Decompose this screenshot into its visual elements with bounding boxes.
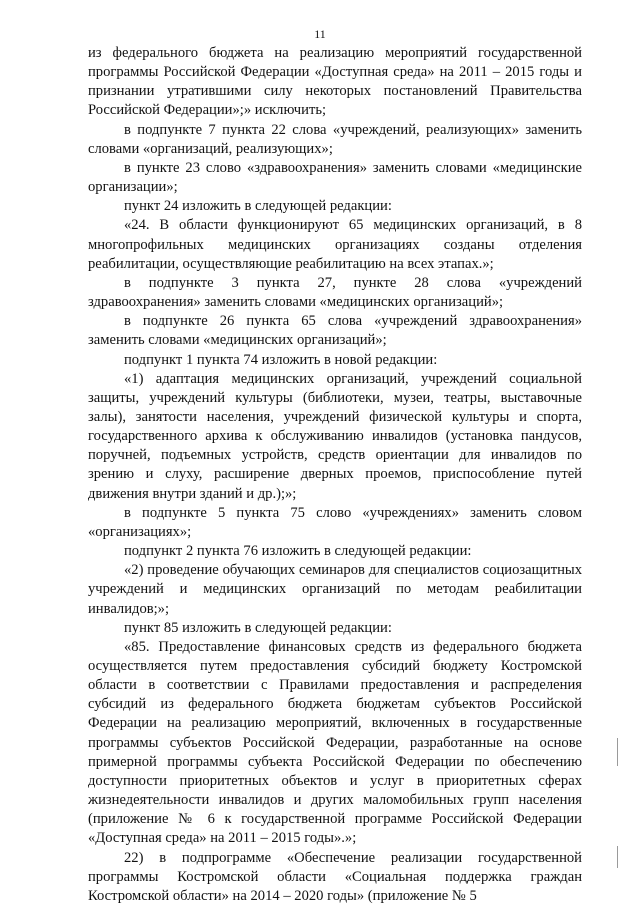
paragraph-point-85-intro: пункт 85 изложить в следующей редакции: — [124, 619, 392, 636]
paragraph-point-24-text: «24. В области функционируют 65 медицинских организаций, в 8 многопрофильных медицинских организациях созданы отделения реабилитации, осуществляющие реабилитацию на всех этапах.»; — [88, 217, 582, 272]
paragraph-points-27-28: в подпункте 3 пункта 27, пункте 28 слова «учреждений здравоохранения» заменить словами «медицинских организаций»; — [88, 274, 582, 311]
paragraph-point-75: в подпункте 5 пункта 75 слово «учреждениях» заменить словом «организациях»; — [88, 504, 582, 540]
paragraph-point-24-intro: пункт 24 изложить в следующей редакции: — [124, 198, 392, 215]
paragraph-point-85-text: «85. Предоставление финансовых средств из федерального бюджета осуществляется путем предоставления субсидий бюджету Костромской области в соответствии с Правилами предоставления и распределения субсидий из федерального бюджета бюджетам субъектов Российской Федерации на реализацию мероприятий, включенных в государственные программы субъектов Российской Федерации, разработанные на основе примерной программы субъекта Российской Федерации по обеспечению доступности приоритетных объектов и услуг в приоритетных сферах жизнедеятельности инвалидов и других маломобильных групп населения (приложение № 6 к государственной программе Российской Федерации «Доступная среда» на 2011 – 2015 годы».»; — [88, 638, 582, 847]
paragraph-continuation: из федерального бюджета на реализацию мероприятий государственной программы Российской Федерации «Доступная среда» на 2011 – 2015 годы и признании утратившими силу некоторых постановлений Правительства Российской Федерации»;» исключить; — [88, 45, 582, 119]
paragraph-point-74-intro: подпункт 1 пункта 74 изложить в новой редакции: — [124, 351, 438, 368]
paragraph-point-76-text: «2) проведение обучающих семинаров для специалистов социозащитных учреждений и медицинских организаций по методам реабилитации инвалидов;»; — [88, 562, 582, 617]
scan-edge-mark — [617, 738, 618, 766]
paragraph-item-22: 22) в подпрограмме «Обеспечение реализации государственной программы Костромской области «Социальная поддержка граждан Костромской области» на 2014 – 2020 годы» (приложение № 5 — [88, 849, 582, 904]
document-body — [88, 44, 582, 906]
paragraph-point-74-text: «1) адаптация медицинских организаций, учреждений социальной защиты, учреждений культуры (библиотеки, музеи, театры, выставочные залы), занятости населения, учреждений физической культуры и спорта, государственного архива к обслуживанию инвалидов (установка пандусов, поручней, подъемных устройств, средств ориентации для инвалидов по зрению и слуху, расширение дверных проемов, приспособление путей движения внутри зданий и др.);»; — [88, 370, 582, 502]
scan-edge-mark — [617, 846, 618, 868]
paragraph-point-23: в пункте 23 слово «здравоохранения» заменить словами «медицинские организации»; — [88, 159, 582, 196]
paragraph-subparagraph-7: в подпункте 7 пункта 22 слова «учреждений, реализующих» заменить словами «организаций, реализующих»; — [88, 121, 582, 157]
paragraph-point-76-intro: подпункт 2 пункта 76 изложить в следующей редакции: — [124, 543, 472, 560]
page-number: 11 — [314, 27, 326, 41]
paragraph-point-65: в подпункте 26 пункта 65 слова «учреждений здравоохранения» заменить словами «медицинских организаций»; — [88, 313, 582, 349]
